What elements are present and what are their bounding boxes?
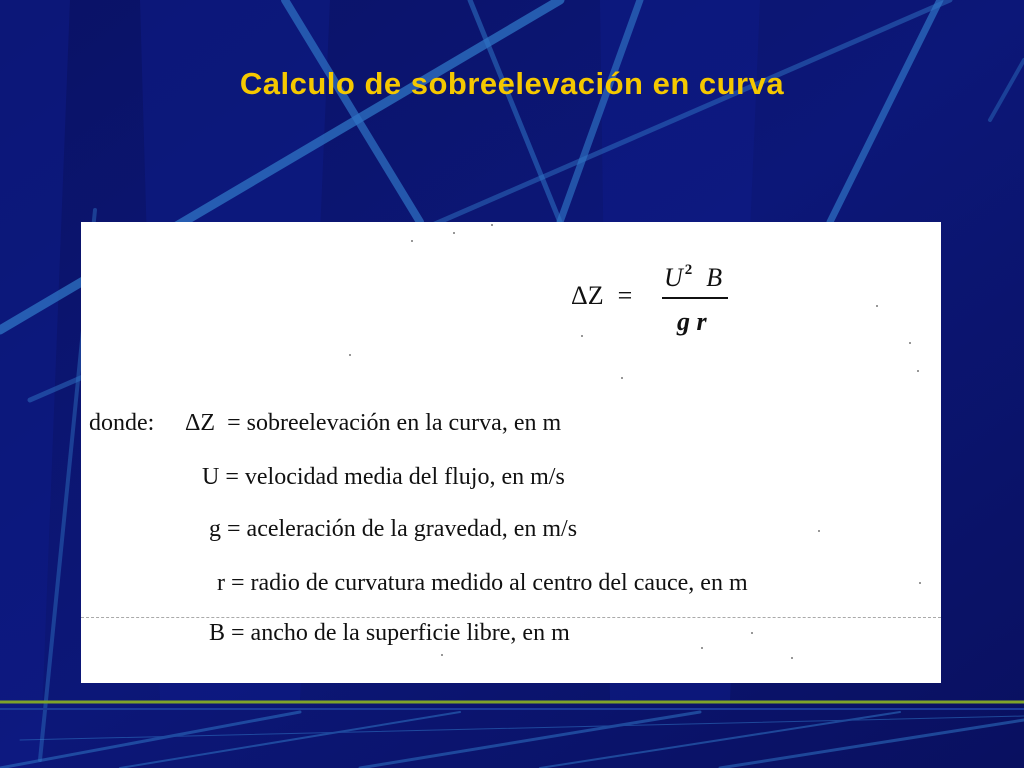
definition-r: r = radio de curvatura medido al centro del cauce, en m — [217, 570, 748, 596]
formula-numerator-exponent: 2 — [684, 262, 693, 278]
definitions-intro: donde: — [89, 410, 155, 436]
slide-title: Calculo de sobreelevación en curva — [239, 66, 785, 101]
formula-equals: = — [617, 281, 633, 310]
scan-artifact-line — [81, 617, 941, 618]
fraction-bar — [662, 297, 728, 299]
superelevation-formula — [571, 262, 771, 342]
scanned-formula-panel — [81, 222, 941, 683]
definition-g: g = aceleración de la gravedad, en m/s — [209, 516, 578, 542]
definition-b: B = ancho de la superficie libre, en m — [209, 620, 570, 646]
definition-u: U = velocidad media del flujo, en m/s — [202, 464, 565, 490]
formula-numerator — [664, 262, 722, 293]
formula-delta-z: ΔZ — [571, 281, 604, 310]
formula-numerator-b: B — [706, 263, 723, 292]
definition-delta-z: ΔZ = sobreelevación en la curva, en m — [185, 410, 562, 436]
formula-lhs — [571, 281, 632, 311]
formula-denominator: g r — [677, 307, 707, 336]
formula-numerator-u: U — [664, 263, 683, 292]
